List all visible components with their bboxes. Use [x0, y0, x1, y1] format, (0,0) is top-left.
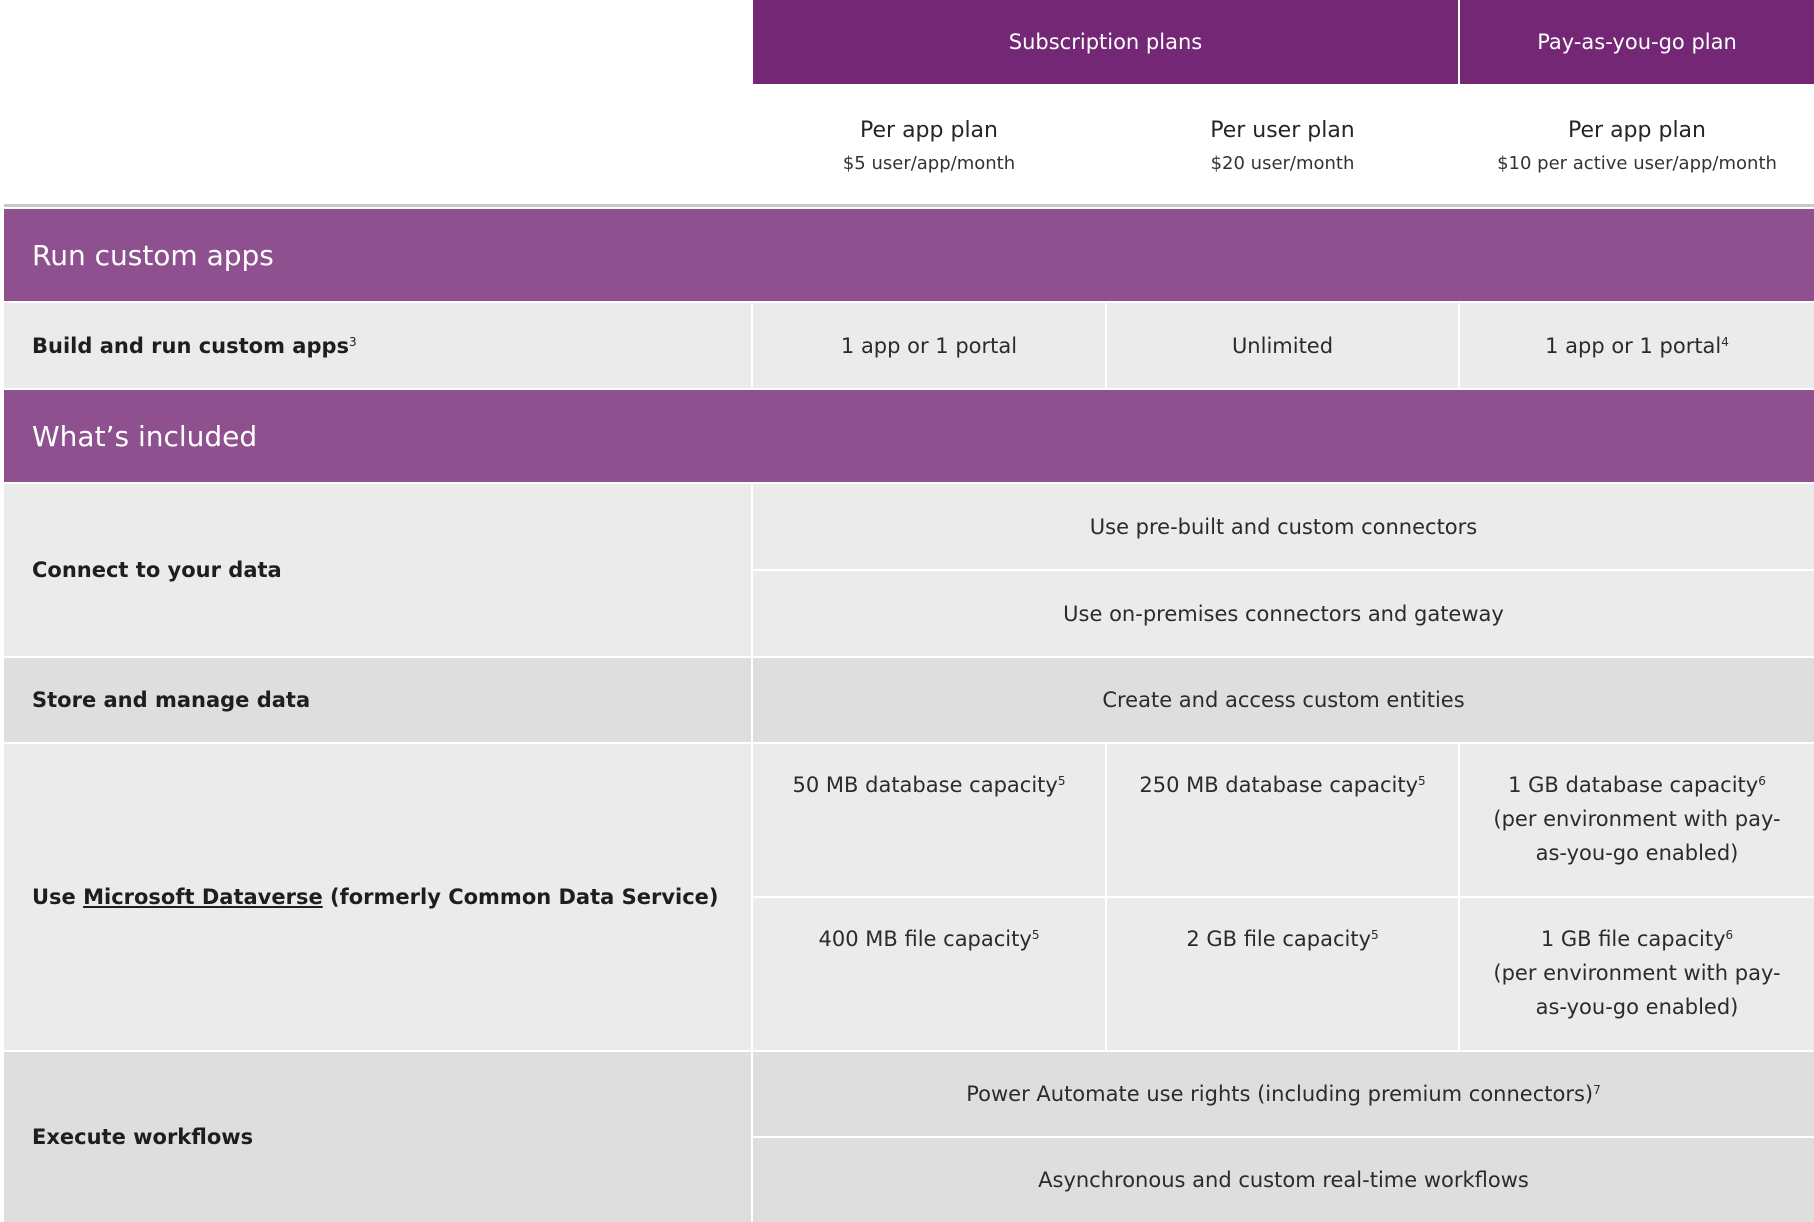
payg-note-line-1: (per environment with pay-	[1493, 961, 1781, 985]
section-run-custom-apps	[4, 209, 1814, 301]
footnote-marker: 5	[1371, 928, 1379, 942]
row-label-build-apps	[4, 303, 751, 388]
db-capacity-1	[753, 744, 1105, 896]
row-label-dataverse	[4, 744, 751, 1050]
store-data-value	[753, 658, 1814, 742]
cell-value: Unlimited	[1231, 333, 1334, 358]
plan-price: $5 user/app/month	[842, 153, 1016, 174]
section-title: What’s included	[32, 419, 258, 453]
footnote-marker: 6	[1725, 928, 1734, 942]
cell-value: Use on-premises connectors and gateway	[1063, 601, 1504, 626]
footnote-marker: 6	[1758, 774, 1766, 788]
plan-column-3	[1460, 110, 1814, 182]
row-label-prefix: Use	[32, 885, 84, 909]
connect-row-prebuilt	[753, 484, 1814, 569]
workflows-row-power-automate	[753, 1052, 1814, 1136]
footnote-marker: 5	[1418, 774, 1426, 788]
row-label-text: Build and run custom apps	[32, 333, 350, 358]
cell-value: Use pre-built and custom connectors	[1089, 514, 1478, 539]
connect-row-onpremises	[753, 571, 1814, 656]
build-apps-value-2	[1107, 303, 1458, 388]
build-apps-value-1	[753, 303, 1105, 388]
row-label-execute-workflows	[4, 1052, 751, 1222]
row-label-suffix: (formerly Common Data Service)	[322, 885, 719, 909]
cell-value: 1 GB file capacity	[1540, 927, 1726, 951]
footnote-marker: 7	[1593, 1083, 1601, 1097]
plan-column-2	[1107, 110, 1458, 182]
payg-plan-label: Pay-as-you-go plan	[1537, 30, 1737, 54]
row-label-text: Execute workflows	[32, 1125, 254, 1149]
section-whats-included	[4, 390, 1814, 482]
row-label-text: Connect to your data	[32, 558, 282, 582]
payg-note-line-1: (per environment with pay-	[1493, 807, 1781, 831]
footnote-marker: 4	[1721, 334, 1729, 349]
file-capacity-3	[1460, 898, 1814, 1050]
cell-value: Asynchronous and custom real-time workflows	[1038, 1168, 1529, 1192]
payg-plan-header	[1460, 0, 1814, 84]
section-title: Run custom apps	[32, 238, 274, 272]
plan-name: Per user plan	[1210, 118, 1355, 143]
cell-value: 2 GB file capacity	[1186, 927, 1372, 951]
file-capacity-1	[753, 898, 1105, 1050]
row-label-text: Store and manage data	[32, 688, 311, 712]
subscription-plans-header	[753, 0, 1458, 84]
cell-value: Create and access custom entities	[1102, 688, 1465, 712]
payg-note-line-2: as-you-go enabled)	[1535, 841, 1739, 865]
plan-column-1	[753, 110, 1105, 182]
header-divider	[4, 204, 1814, 207]
microsoft-dataverse-link[interactable]: Microsoft Dataverse	[83, 885, 323, 909]
cell-value: 400 MB file capacity	[818, 927, 1032, 951]
footnote-marker: 5	[1057, 774, 1066, 788]
row-label-connect-data	[4, 484, 751, 656]
cell-value: 50 MB database capacity	[792, 773, 1058, 797]
footnote-marker: 3	[349, 334, 357, 349]
cell-value: 1 GB database capacity	[1508, 773, 1759, 797]
cell-value: 1 app or 1 portal	[1545, 333, 1722, 358]
footnote-marker: 5	[1031, 928, 1040, 942]
cell-value: 250 MB database capacity	[1139, 773, 1418, 797]
cell-value: Power Automate use rights (including premium connectors)	[966, 1082, 1594, 1106]
subscription-plans-label: Subscription plans	[1008, 30, 1203, 54]
build-apps-value-3	[1460, 303, 1814, 388]
payg-note-line-2: as-you-go enabled)	[1535, 995, 1739, 1019]
plan-price: $20 user/month	[1210, 153, 1355, 174]
workflows-row-async	[753, 1138, 1814, 1222]
plan-price: $10 per active user/app/month	[1497, 153, 1777, 174]
db-capacity-3	[1460, 744, 1814, 896]
db-capacity-2	[1107, 744, 1458, 896]
plan-name: Per app plan	[1568, 118, 1706, 143]
row-label-store-data	[4, 658, 751, 742]
cell-value: 1 app or 1 portal	[840, 333, 1018, 358]
plan-name: Per app plan	[860, 118, 998, 143]
file-capacity-2	[1107, 898, 1458, 1050]
